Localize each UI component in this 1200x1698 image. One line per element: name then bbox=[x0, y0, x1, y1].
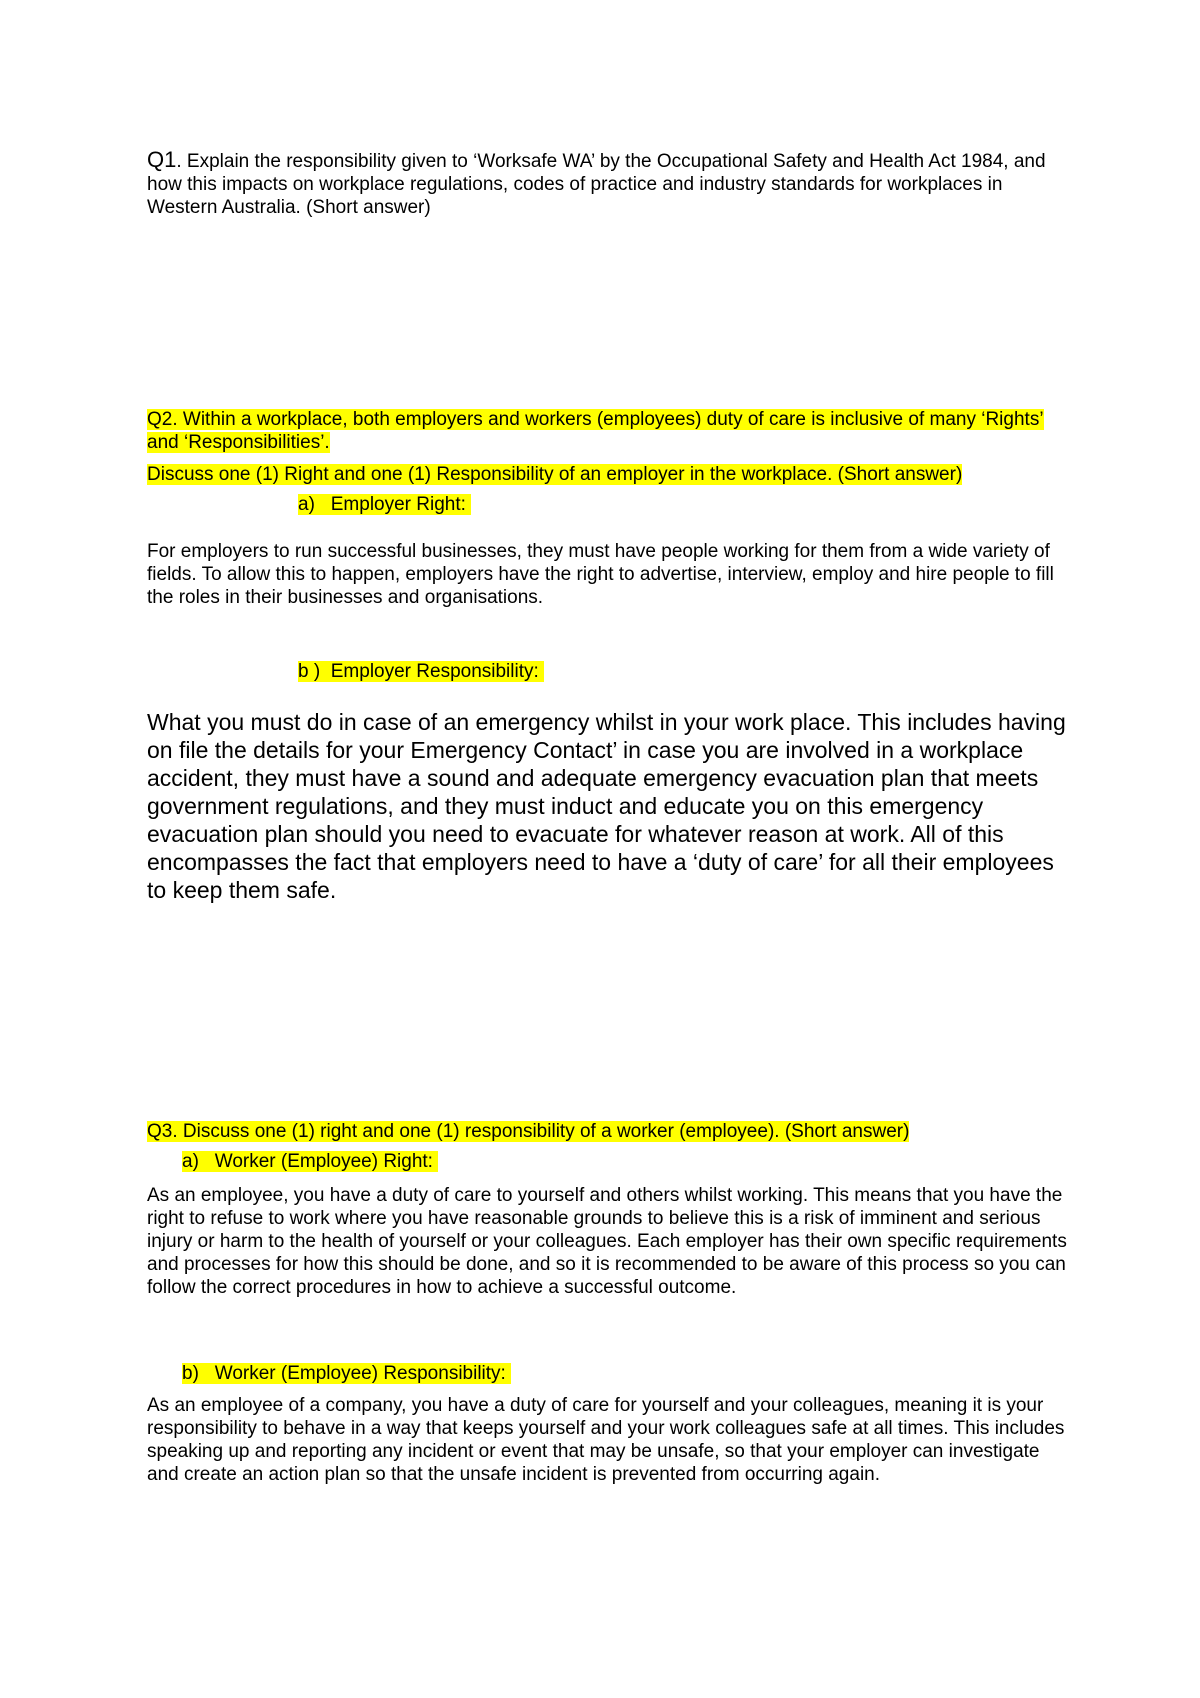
q1-question bbox=[147, 148, 1067, 219]
q2-part-b-heading bbox=[298, 660, 544, 683]
q3-part-b-answer: As an employee of a company, you have a duty of care for yourself and your colleagues, meaning it is your responsibility to behave in a way that keeps yourself and your work colleagues safe at all times. This includes speaking up and reporting any incident or event that may be unsafe, so that your employer can investigate and create an action plan so that the unsafe incident is prevented from occurring again. bbox=[147, 1395, 1065, 1485]
q3-prompt-text: Q3. Discuss one (1) right and one (1) responsibility of a worker (employee). (Short answer) bbox=[147, 1121, 910, 1142]
q3-part-a-title: Worker (Employee) Right: bbox=[214, 1151, 433, 1172]
q2-part-b-marker: b ) bbox=[298, 661, 321, 682]
q2-part-b-title: Employer Responsibility: bbox=[330, 661, 539, 682]
q2-intro-text: Q2. Within a workplace, both employers and workers (employees) duty of care is inclusive of many ‘Rights’ and ‘Responsibilities’. bbox=[147, 409, 1044, 453]
q3-part-a-heading bbox=[182, 1150, 438, 1173]
q3-part-b-title: Worker (Employee) Responsibility: bbox=[214, 1363, 506, 1384]
q2-prompt bbox=[147, 463, 962, 486]
q1-number: Q1 bbox=[147, 147, 177, 172]
q2-part-a-title: Employer Right: bbox=[330, 494, 466, 515]
q3-part-b-heading bbox=[182, 1362, 511, 1385]
q2-part-a-marker: a) bbox=[298, 494, 315, 515]
q3-part-b-marker: b) bbox=[182, 1363, 199, 1384]
q2-prompt-text: Discuss one (1) Right and one (1) Responsibility of an employer in the workplace. (Short answer) bbox=[147, 464, 963, 485]
q1-text: . Explain the responsibility given to ‘Worksafe WA’ by the Occupational Safety and Health Act 1984, and how this impacts on workplace regulations, codes of practice and industry standards for workplaces in Western Australia. (Short answer) bbox=[147, 151, 1046, 218]
q3-part-a-marker: a) bbox=[182, 1151, 199, 1172]
q3-part-a-answer: As an employee, you have a duty of care to yourself and others whilst working. This means that you have the right to refuse to work where you have reasonable grounds to believe this is a risk of imminent and serious injury or harm to the health of yourself or your colleagues. Each employer has their own specific requirements and processes for how this should be done, and so it is recommended to be aware of this process so you can follow the correct procedures in how to achieve a successful outcome. bbox=[147, 1185, 1067, 1298]
q3-prompt bbox=[147, 1120, 909, 1143]
q2-part-a-heading bbox=[298, 493, 471, 516]
q2-part-a-answer: For employers to run successful businesses, they must have people working for them from a wide variety of fields. To allow this to happen, employers have the right to advertise, interview, employ and hire people to fill the roles in their businesses and organisations. bbox=[147, 541, 1054, 608]
q2-part-b-answer: What you must do in case of an emergency whilst in your work place. This includes having on file the details for your Emergency Contact’ in case you are involved in a workplace accident, they must have a sound and adequate emergency evacuation plan that meets government regulations, and they must induct and educate you on this emergency evacuation plan should you need to evacuate for whatever reason at work. All of this encompasses the fact that employers need to have a ‘duty of care’ for all their employees to keep them safe. bbox=[147, 709, 1066, 903]
q2-intro bbox=[147, 408, 1067, 454]
